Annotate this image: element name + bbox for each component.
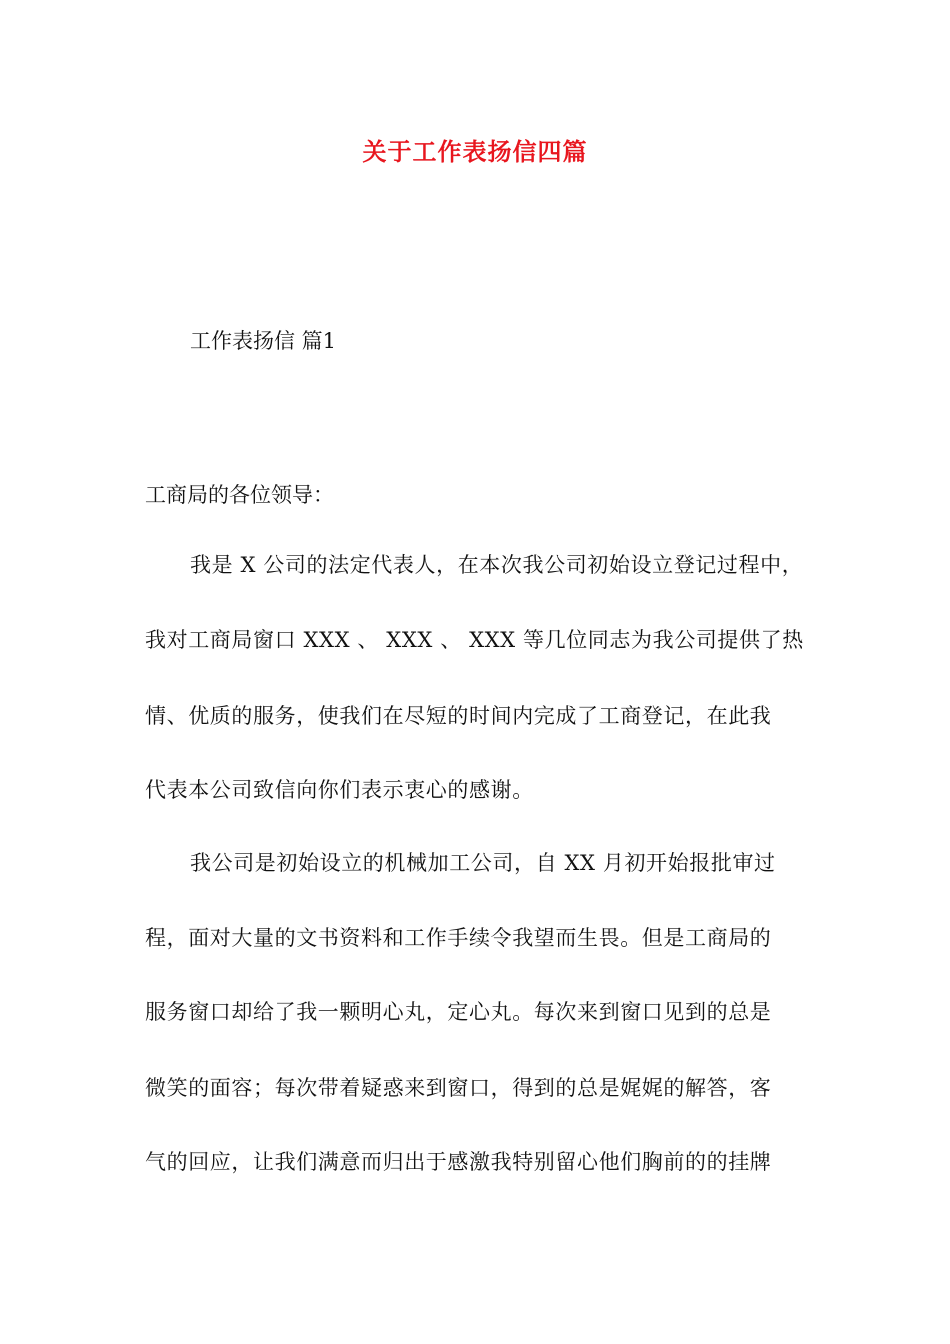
body-line: 我是 X 公司的法定代表人，在本次我公司初始设立登记过程中， <box>190 553 804 577</box>
body-line: 情、优质的服务，使我们在尽短的时间内完成了工商登记，在此我 <box>145 704 772 728</box>
body-line: 我公司是初始设立的机械加工公司，自 XX 月初开始报批审过 <box>190 851 776 875</box>
body-line: 程，面对大量的文书资料和工作手续令我望而生畏。但是工商局的 <box>145 926 772 950</box>
salutation: 工商局的各位领导： <box>145 483 334 507</box>
body-line: 服务窗口却给了我一颗明心丸，定心丸。每次来到窗口见到的总是 <box>145 1000 772 1024</box>
document-title: 关于工作表扬信四篇 <box>362 137 588 166</box>
body-line: 我对工商局窗口 XXX 、 XXX 、 XXX 等几位同志为我公司提供了热 <box>145 628 804 652</box>
section-heading: 工作表扬信 篇1 <box>190 329 337 353</box>
body-line: 微笑的面容；每次带着疑惑来到窗口，得到的总是娓娓的解答，客 <box>145 1076 772 1100</box>
body-line: 代表本公司致信向你们表示衷心的感谢。 <box>145 778 534 802</box>
body-line: 气的回应，让我们满意而归出于感激我特别留心他们胸前的的挂牌 <box>145 1150 772 1174</box>
